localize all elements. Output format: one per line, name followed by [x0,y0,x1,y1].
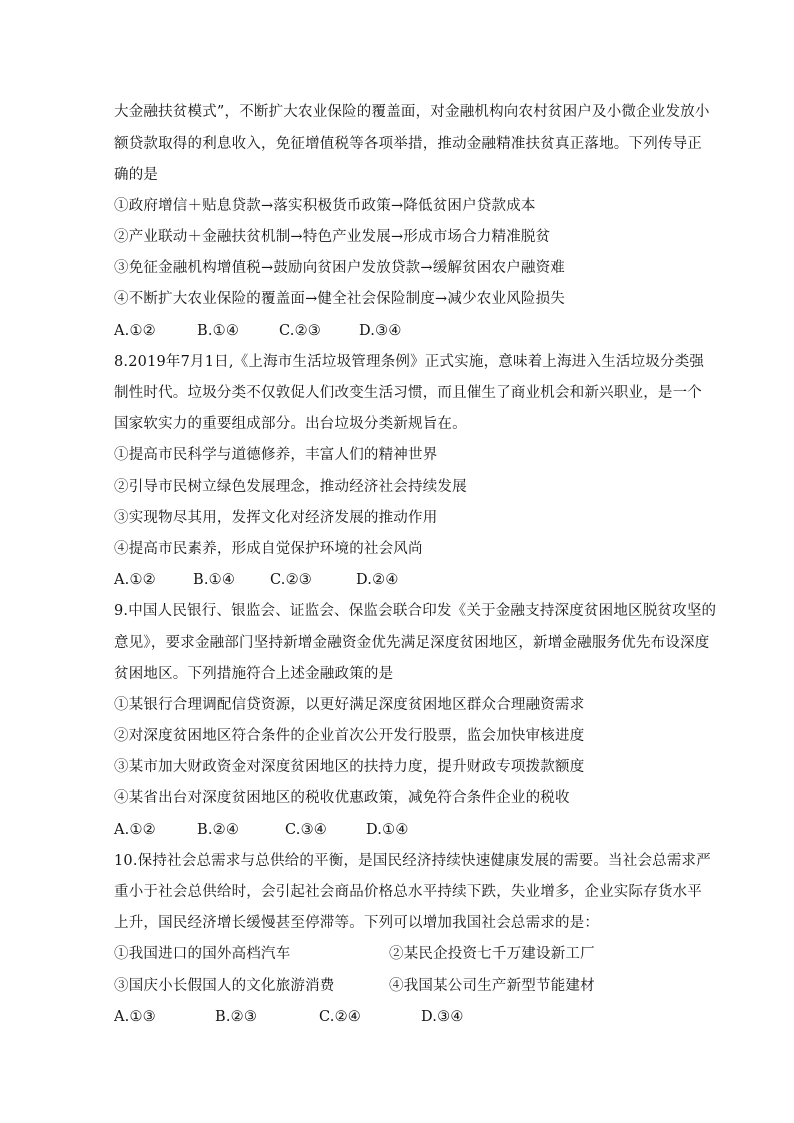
question-9-option-2: ②对深度贫困地区符合条件的企业首次公开发行股票，监会加快审核进度 [114,728,585,744]
question-7-option-4: ④不断扩大农业保险的覆盖面→健全社会保险制度→减少农业风险损失 [114,291,565,307]
question-8-stem-line-3: 国家软实力的重要组成部分。出台垃圾分类新规旨在。 [114,416,467,432]
question-10-stem-line-3: 上升，国民经济增长缓慢甚至停滞等。下列可以增加我国社会总需求的是： [114,915,600,931]
question-7-stem-line-1: 大金融扶贫模式”，不断扩大农业保险的覆盖面，对金融机构向农村贫困户及小微企业发放小 [114,104,710,120]
question-10-option-2: ②某民企投资七千万建设新工厂 [389,946,595,962]
question-7-choice-c: C.②③ [279,323,321,339]
question-10-choice-b: B.②③ [215,1009,258,1025]
question-7-stem-line-2: 额贷款取得的利息收入，免征增值税等各项举措，推动金融精准扶贫真正落地。下列传导正 [114,136,702,152]
question-9-stem-line-3: 贫困地区。下列措施符合上述金融政策的是 [114,666,394,682]
question-7-option-1: ①政府增信＋贴息贷款→落实积极货币政策→降低贫困户贷款成本 [114,198,536,214]
question-10-stem-line-2: 重小于社会总供给时，会引起社会商品价格总水平持续下跌，失业增多，企业实际存货水平 [114,884,702,900]
question-9-choice-b: B.②④ [197,822,240,838]
question-8-choice-a: A.①② [114,572,156,588]
question-9-stem-line-1: 9.中国人民银行、银监会、证监会、保监会联合印发《关于金融支持深度贫困地区脱贫攻坚的 [114,603,717,619]
question-10-stem-line-1: 10.保持社会总需求与总供给的平衡，是国民经济持续快速健康发展的需要。当社会总需求严 [114,853,711,869]
question-7-choice-d: D.③④ [359,323,402,339]
question-10-option-4: ④我国某公司生产新型节能建材 [389,978,595,994]
question-7-option-2: ②产业联动＋金融扶贫机制→特色产业发展→形成市场合力精准脱贫 [114,229,551,245]
question-10-option-3: ③国庆小长假国人的文化旅游消费 [114,978,335,994]
question-9-option-1: ①某银行合理调配信贷资源，以更好满足深度贫困地区群众合理融资需求 [114,697,585,713]
question-8-stem-line-1: 8.2019年7月1日,《上海市生活垃圾管理条例》正式实施，意味着上海进入生活垃圾分类强 [114,354,705,370]
question-9-option-3: ③某市加大财政资金对深度贫困地区的扶持力度，提升财政专项拨款额度 [114,759,585,775]
question-7-stem-line-3: 确的是 [114,167,159,183]
question-8-option-1: ①提高市民科学与道德修养，丰富人们的精神世界 [114,447,438,463]
question-10-choice-a: A.①③ [114,1009,156,1025]
question-8-stem-line-2: 制性时代。垃圾分类不仅敦促人们改变生活习惯，而且催生了商业机会和新兴职业，是一个 [114,385,702,401]
question-8-choice-d: D.②④ [356,572,399,588]
question-8-choice-c: C.②③ [270,572,312,588]
question-9-option-4: ④某省出台对深度贫困地区的税收优惠政策，减免符合条件企业的税收 [114,790,570,806]
question-8-choice-b: B.①④ [193,572,236,588]
question-9-stem-line-2: 意见》，要求金融部门坚持新增金融资金优先满足深度贫困地区，新增金融服务优先布设深度 [114,635,710,651]
question-7-option-3: ③免征金融机构增值税→鼓励向贫困户发放贷款→缓解贫困农户融资难 [114,260,565,276]
question-10-option-1: ①我国进口的国外高档汽车 [114,946,291,962]
question-7-choice-b: B.①④ [197,323,240,339]
question-8-option-2: ②引导市民树立绿色发展理念，推动经济社会持续发展 [114,479,467,495]
question-8-option-4: ④提高市民素养，形成自觉保护环境的社会风尚 [114,541,423,557]
question-9-choice-c: C.③④ [285,822,327,838]
question-9-choice-a: A.①② [114,822,156,838]
question-9-choice-d: D.①④ [366,822,409,838]
question-10-choice-c: C.②④ [319,1009,361,1025]
question-7-choice-a: A.①② [114,323,156,339]
question-8-option-3: ③实现物尽其用，发挥文化对经济发展的推动作用 [114,510,438,526]
question-10-choice-d: D.③④ [421,1009,464,1025]
